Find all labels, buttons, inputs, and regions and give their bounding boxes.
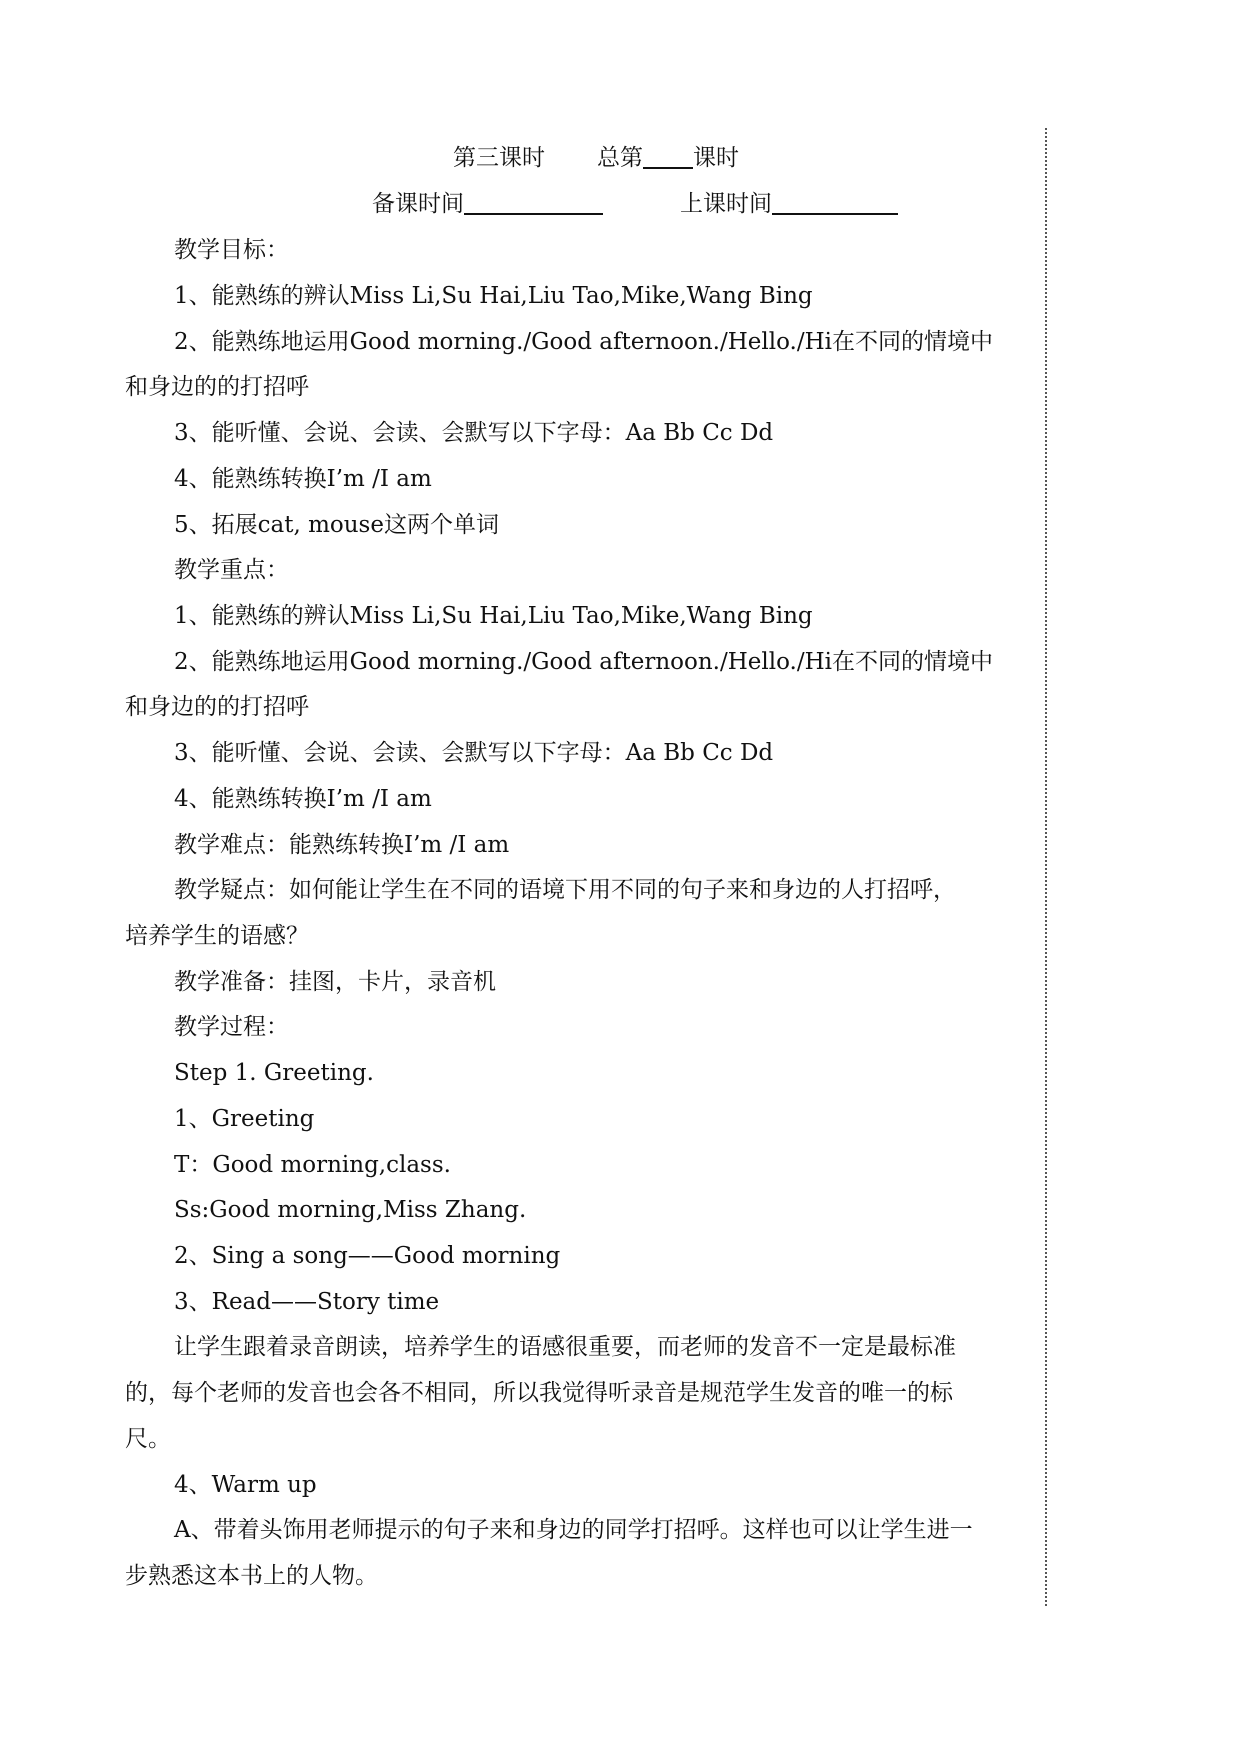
- step-1-item-4: 4、Warm up: [174, 1472, 317, 1498]
- key-points-heading: 教学重点：: [174, 557, 289, 583]
- total-prefix: 总第: [597, 145, 643, 171]
- note-paragraph-line-1: 让学生跟着录音朗读，培养学生的语感很重要，而老师的发音不一定是最标准: [174, 1334, 956, 1360]
- objectives-heading: 教学目标：: [174, 237, 289, 263]
- objective-2-cont: 和身边的的打招呼: [125, 374, 309, 400]
- objective-1: 1、能熟练的辨认Miss Li,Su Hai,Liu Tao,Mike,Wang Bing: [174, 283, 813, 309]
- total-lesson-blank[interactable]: [643, 143, 693, 169]
- class-time-label: 上课时间: [680, 191, 772, 217]
- key-point-4: 4、能熟练转换I’m /I am: [174, 786, 432, 812]
- objective-3: 3、能听懂、会说、会读、会默写以下字母：Aa Bb Cc Dd: [174, 420, 774, 446]
- dialogue-students: Ss:Good morning,Miss Zhang.: [174, 1197, 527, 1223]
- key-point-2-cont: 和身边的的打招呼: [125, 694, 309, 720]
- key-point-2: 2、能熟练地运用Good morning./Good afternoon./Hello./Hi在不同的情境中: [174, 649, 994, 675]
- warmup-a-line-2: 步熟悉这本书上的人物。: [125, 1563, 378, 1589]
- step-1-item-2: 2、Sing a song——Good morning: [174, 1243, 561, 1269]
- key-point-3: 3、能听懂、会说、会读、会默写以下字母：Aa Bb Cc Dd: [174, 740, 774, 766]
- preparation: 教学准备：挂图，卡片，录音机: [174, 969, 496, 995]
- warmup-a-line-1: A、带着头饰用老师提示的句子来和身边的同学打招呼。这样也可以让学生进一: [174, 1517, 973, 1543]
- class-time-blank[interactable]: [772, 189, 898, 215]
- dialogue-teacher: T：Good morning,class.: [174, 1152, 451, 1178]
- lesson-header: [453, 143, 739, 173]
- process-heading: 教学过程：: [174, 1014, 289, 1040]
- note-paragraph-line-3: 尺。: [125, 1426, 171, 1452]
- step-1-item-1: 1、Greeting: [174, 1106, 315, 1132]
- step-1-title: Step 1. Greeting.: [174, 1060, 374, 1086]
- difficulty: 教学难点：能熟练转换I’m /I am: [174, 832, 510, 858]
- prep-time-blank[interactable]: [464, 189, 603, 215]
- key-point-1: 1、能熟练的辨认Miss Li,Su Hai,Liu Tao,Mike,Wang Bing: [174, 603, 813, 629]
- time-header: [372, 189, 898, 219]
- prep-time-label: 备课时间: [372, 191, 464, 217]
- lesson-number: 第三课时: [453, 145, 545, 171]
- step-1-item-3: 3、Read——Story time: [174, 1289, 440, 1315]
- objective-2: 2、能熟练地运用Good morning./Good afternoon./Hello./Hi在不同的情境中: [174, 329, 994, 355]
- objective-4: 4、能熟练转换I’m /I am: [174, 466, 432, 492]
- doubt-point-cont: 培养学生的语感？: [125, 923, 309, 949]
- objective-5: 5、拓展cat, mouse这两个单词: [174, 512, 499, 538]
- note-paragraph-line-2: 的，每个老师的发音也会各不相同，所以我觉得听录音是规范学生发音的唯一的标: [125, 1380, 953, 1406]
- total-suffix: 课时: [693, 145, 739, 171]
- doubt-point: 教学疑点：如何能让学生在不同的语境下用不同的句子来和身边的人打招呼，: [174, 877, 956, 903]
